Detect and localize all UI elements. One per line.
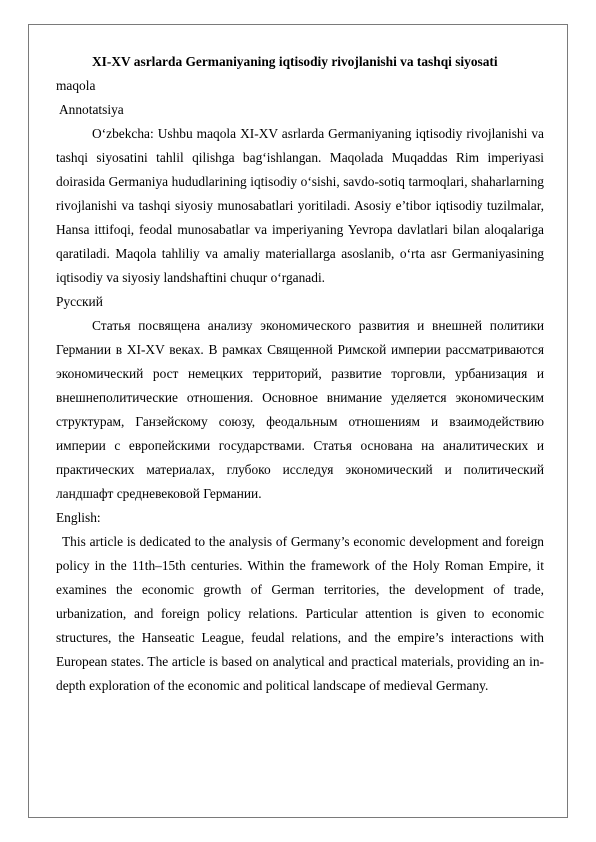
russian-label: Русский	[56, 294, 103, 309]
annotation-heading: Annotatsiya	[59, 102, 124, 117]
uzbek-abstract: O‘zbekcha: Ushbu maqola XI-XV asrlarda Germaniyaning iqtisodiy rivojlanishi va tashqi siyosatini tahlil qilishga bag‘ishlangan. Maqolada Muqaddas Rim imperiyasi doirasida Germaniya hududlarining iqtisodiy o‘sishi, savdo-sotiq tarmoqlari, shaharlarning rivojlanishi va tashqi siyosiy munosabatlari yoritiladi. Asosiy e’tibor iqtisodiy tuzilmalar, Hansa ittifoqi, feodal munosabatlar va imperiyaning Yevropa davlatlari bilan aloqalariga qaratiladi. Maqola tahliliy va amaliy materiallarga asoslanib, o‘rta asr Germaniyasining iqtisodiy va siyosiy landshaftini chuqur o‘rganadi.	[56, 126, 544, 285]
english-label: English:	[56, 510, 101, 525]
document-body	[56, 50, 544, 698]
article-title: XI-XV asrlarda Germaniyaning iqtisodiy rivojlanishi va tashqi siyosati	[92, 54, 498, 69]
article-type-label: maqola	[56, 78, 96, 93]
english-abstract: This article is dedicated to the analysis of Germany’s economic development and foreign policy in the 11th–15th centuries. Within the framework of the Holy Roman Empire, it examines the economic growth of German territories, the development of trade, urbanization, and foreign policy relations. Particular attention is given to economic structures, the Hanseatic League, feudal relations, and the empire’s interactions with European states. The article is based on analytical and practical materials, providing an in-depth exploration of the economic and political landscape of medieval Germany.	[56, 534, 544, 693]
russian-abstract: Статья посвящена анализу экономического развития и внешней политики Германии в XI-XV веках. В рамках Священной Римской империи рассматриваются экономический рост немецких территорий, развитие торговли, урбанизация и внешнеполитические отношения. Основное внимание уделяется экономическим структурам, Ганзейскому союзу, феодальным отношениям и взаимодействию империи с европейскими государствами. Статья основана на аналитических и практических материалах, глубоко исследуя экономический и политический ландшафт средневековой Германии.	[56, 318, 544, 501]
